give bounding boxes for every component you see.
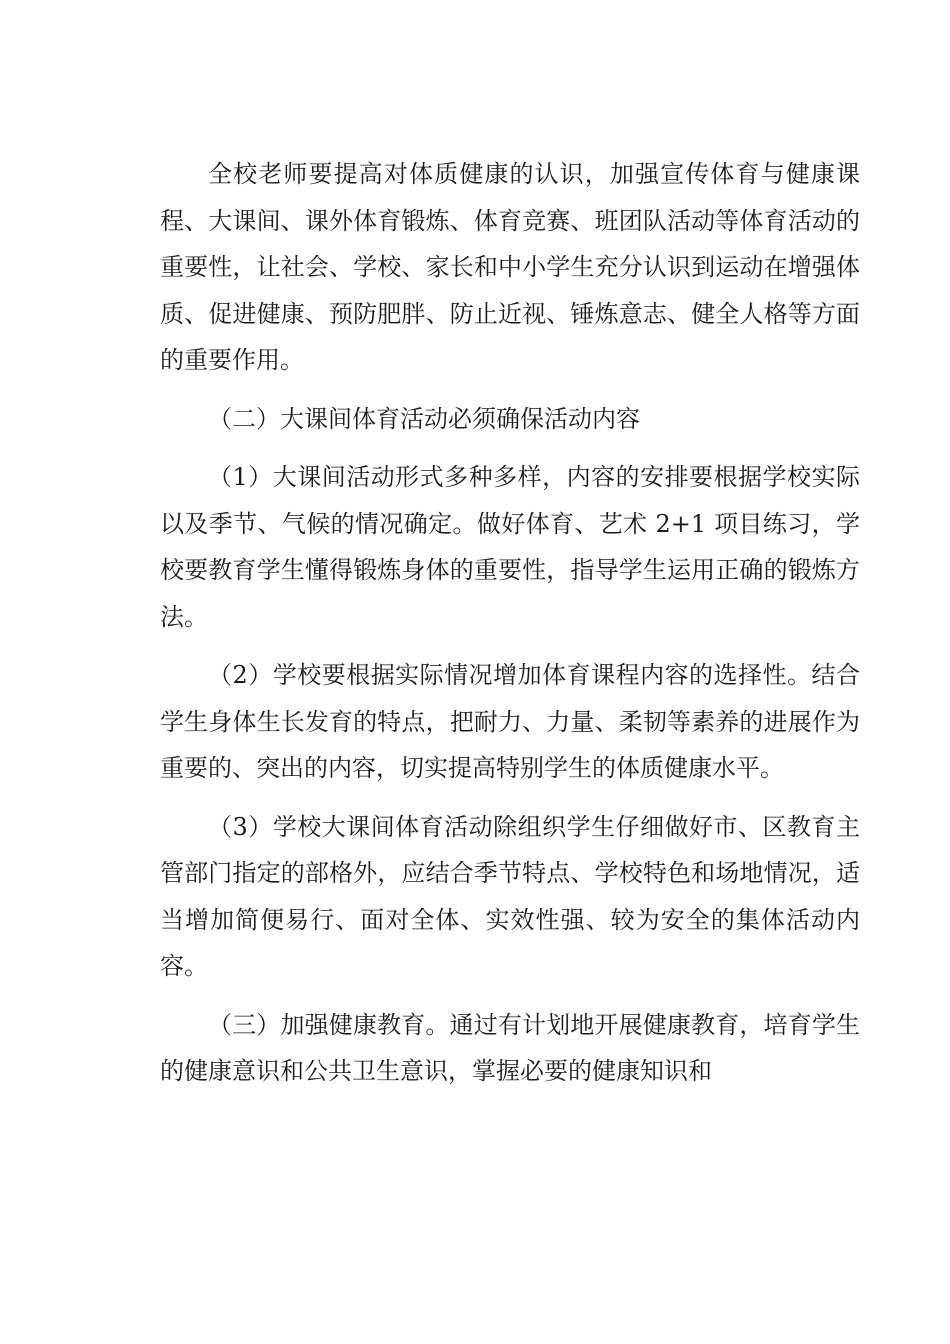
section-heading-2: （二）大课间体育活动必须确保活动内容 — [208, 404, 640, 433]
document-body — [160, 151, 860, 1107]
paragraph-item-1: （1）大课间活动形式多种多样，内容的安排要根据学校实际以及季节、气候的情况确定。做好体育、艺术 2+1 项目练习，学校要教育学生懂得锻炼身体的重要性，指导学生运用正确的锻炼方法。 — [160, 463, 860, 631]
paragraph-intro: 全校老师要提高对体质健康的认识，加强宣传体育与健康课程、大课间、课外体育锻炼、体育竞赛、班团队活动等体育活动的重要性，让社会、学校、家长和中小学生充分认识到运动在增强体质、促进健康、预防肥胖、防止近视、锤炼意志、健全人格等方面的重要作用。 — [160, 160, 860, 374]
paragraph-item-2: （2）学校要根据实际情况增加体育课程内容的选择性。结合学生身体生长发育的特点，把耐力、力量、柔韧等素养的进展作为重要的、突出的内容，切实提高特别学生的体质健康水平。 — [160, 661, 860, 782]
paragraph-item-3: （3）学校大课间体育活动除组织学生仔细做好市、区教育主管部门指定的部格外，应结合季节特点、学校特色和场地情况，适当增加简便易行、面对全体、实效性强、较为安全的集体活动内容。 — [160, 812, 860, 980]
section-heading-3: （三）加强健康教育。通过有计划地开展健康教育，培育学生的健康意识和公共卫生意识，掌握必要的健康知识和 — [160, 1010, 860, 1085]
